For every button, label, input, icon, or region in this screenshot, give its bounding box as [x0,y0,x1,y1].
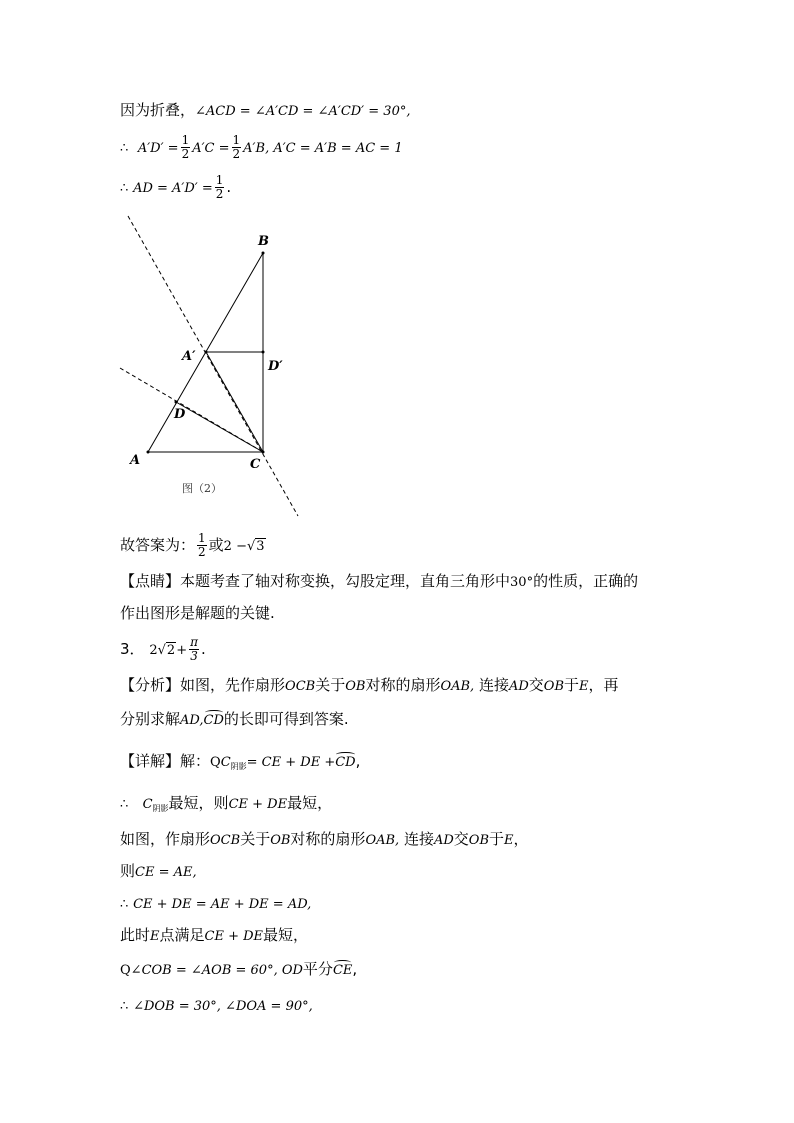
angle-result-line: ∴ ∠DOB = 30°, ∠DOA = 90°, [120,999,313,1014]
label-a-prime: A′ [182,349,196,364]
label-b: B [258,234,269,249]
fraction-half-2: $\frac{1}{2}$ [232,133,241,161]
analysis-line-2: 分别求解AD,CD的长即可得到答案. [120,708,349,732]
q3-sqrt: √2 [157,643,176,658]
point-a [147,451,150,454]
arc-ce: CE [333,960,352,982]
comment-line-1 [120,570,638,594]
comment-tag: 【点睛】 [120,572,181,590]
arc-cd: CD [204,710,224,732]
ce-ae-line: 则CE = AE, [120,862,197,880]
text-line-fold [120,100,410,122]
expr-a: A′D′ = [137,141,179,156]
point-e-line: 此时E点满足CE + DE最短， [120,926,309,944]
label-d: D [174,407,186,422]
fold-label: 因为折叠， [120,101,196,119]
label-c: C [250,457,261,472]
q3-fraction: $\frac{\pi}{3}$ [190,635,198,663]
shortest-line: ∴ $C_{阴影}$最短，则CE + DE最短， [120,794,333,813]
expr-c: A′B, A′C = A′B = AC = 1 [243,141,403,156]
arc-cd: CD [335,752,355,774]
therefore-symbol: ∴ [120,181,129,196]
answer-or: 或 [208,536,224,554]
therefore-symbol: ∴ [120,141,129,156]
label-a: A [130,453,141,468]
point-d [175,401,178,404]
point-a-prime [205,351,208,354]
detail-tag: 【详解】 [120,752,181,770]
fraction-half-1: $\frac{1}{2}$ [181,133,190,161]
q3-line: 3． 2√2+ $\frac{\pi}{3}$ . [120,635,206,663]
segment-a1c [206,352,263,452]
answer-line [120,530,266,562]
sum-line: ∴ CE + DE = AE + DE = AD, [120,897,312,912]
expr-ad: AD = A′D′ = [133,181,213,196]
point-d-prime [262,351,265,354]
label-d-prime: D′ [268,359,283,374]
answer-fraction: $\frac{1}{2}$ [198,531,206,559]
comment-text-1: 本题考查了轴对称变换，勾股定理，直角三角形中 [180,572,511,590]
comment-text-3: 作出图形是解题的关键. [120,604,275,622]
detail-line: 【详解】解：$QC_{阴影}=$ CE + DE +CD, [120,750,360,778]
point-b [262,252,265,255]
angle-equation: ∠ACD = ∠A′CD = ∠A′CD′ = 30°, [195,104,411,119]
construct-line: 如图，作扇形OCB关于OB对称的扇形OAB, 连接AD交OB于E， [120,830,529,848]
q3-number: 3． [120,640,145,658]
expr-b: A′C = [192,141,230,156]
answer-two: 2 − [223,539,247,554]
point-c [262,451,265,454]
analysis-tag: 【分析】 [120,676,181,694]
answer-sqrt: √3 [246,539,265,554]
angle-line: Q∠COB = ∠AOB = 60°, OD平分CE, [120,958,357,982]
text-line-lengths [120,132,403,164]
comment-text-2: 的性质，正确的 [533,572,639,590]
segment-dc [176,402,263,452]
analysis-line-1: 【分析】如图，先作扇形OCB关于OB对称的扇形OAB, 连接AD交OB于E，再 [120,676,619,694]
q3-coef: 2 [149,643,158,658]
answer-label: 故答案为： [120,536,196,554]
comment-deg: 30° [510,575,534,590]
comment-line-2 [120,602,275,624]
fraction-half: $\frac{1}{2}$ [215,173,224,201]
geometry-figure [110,212,310,522]
text-line-ad: ∴ AD = A′D′ = $\frac{1}{2}$ . [120,173,232,201]
figure-caption: 图（2） [182,482,222,495]
